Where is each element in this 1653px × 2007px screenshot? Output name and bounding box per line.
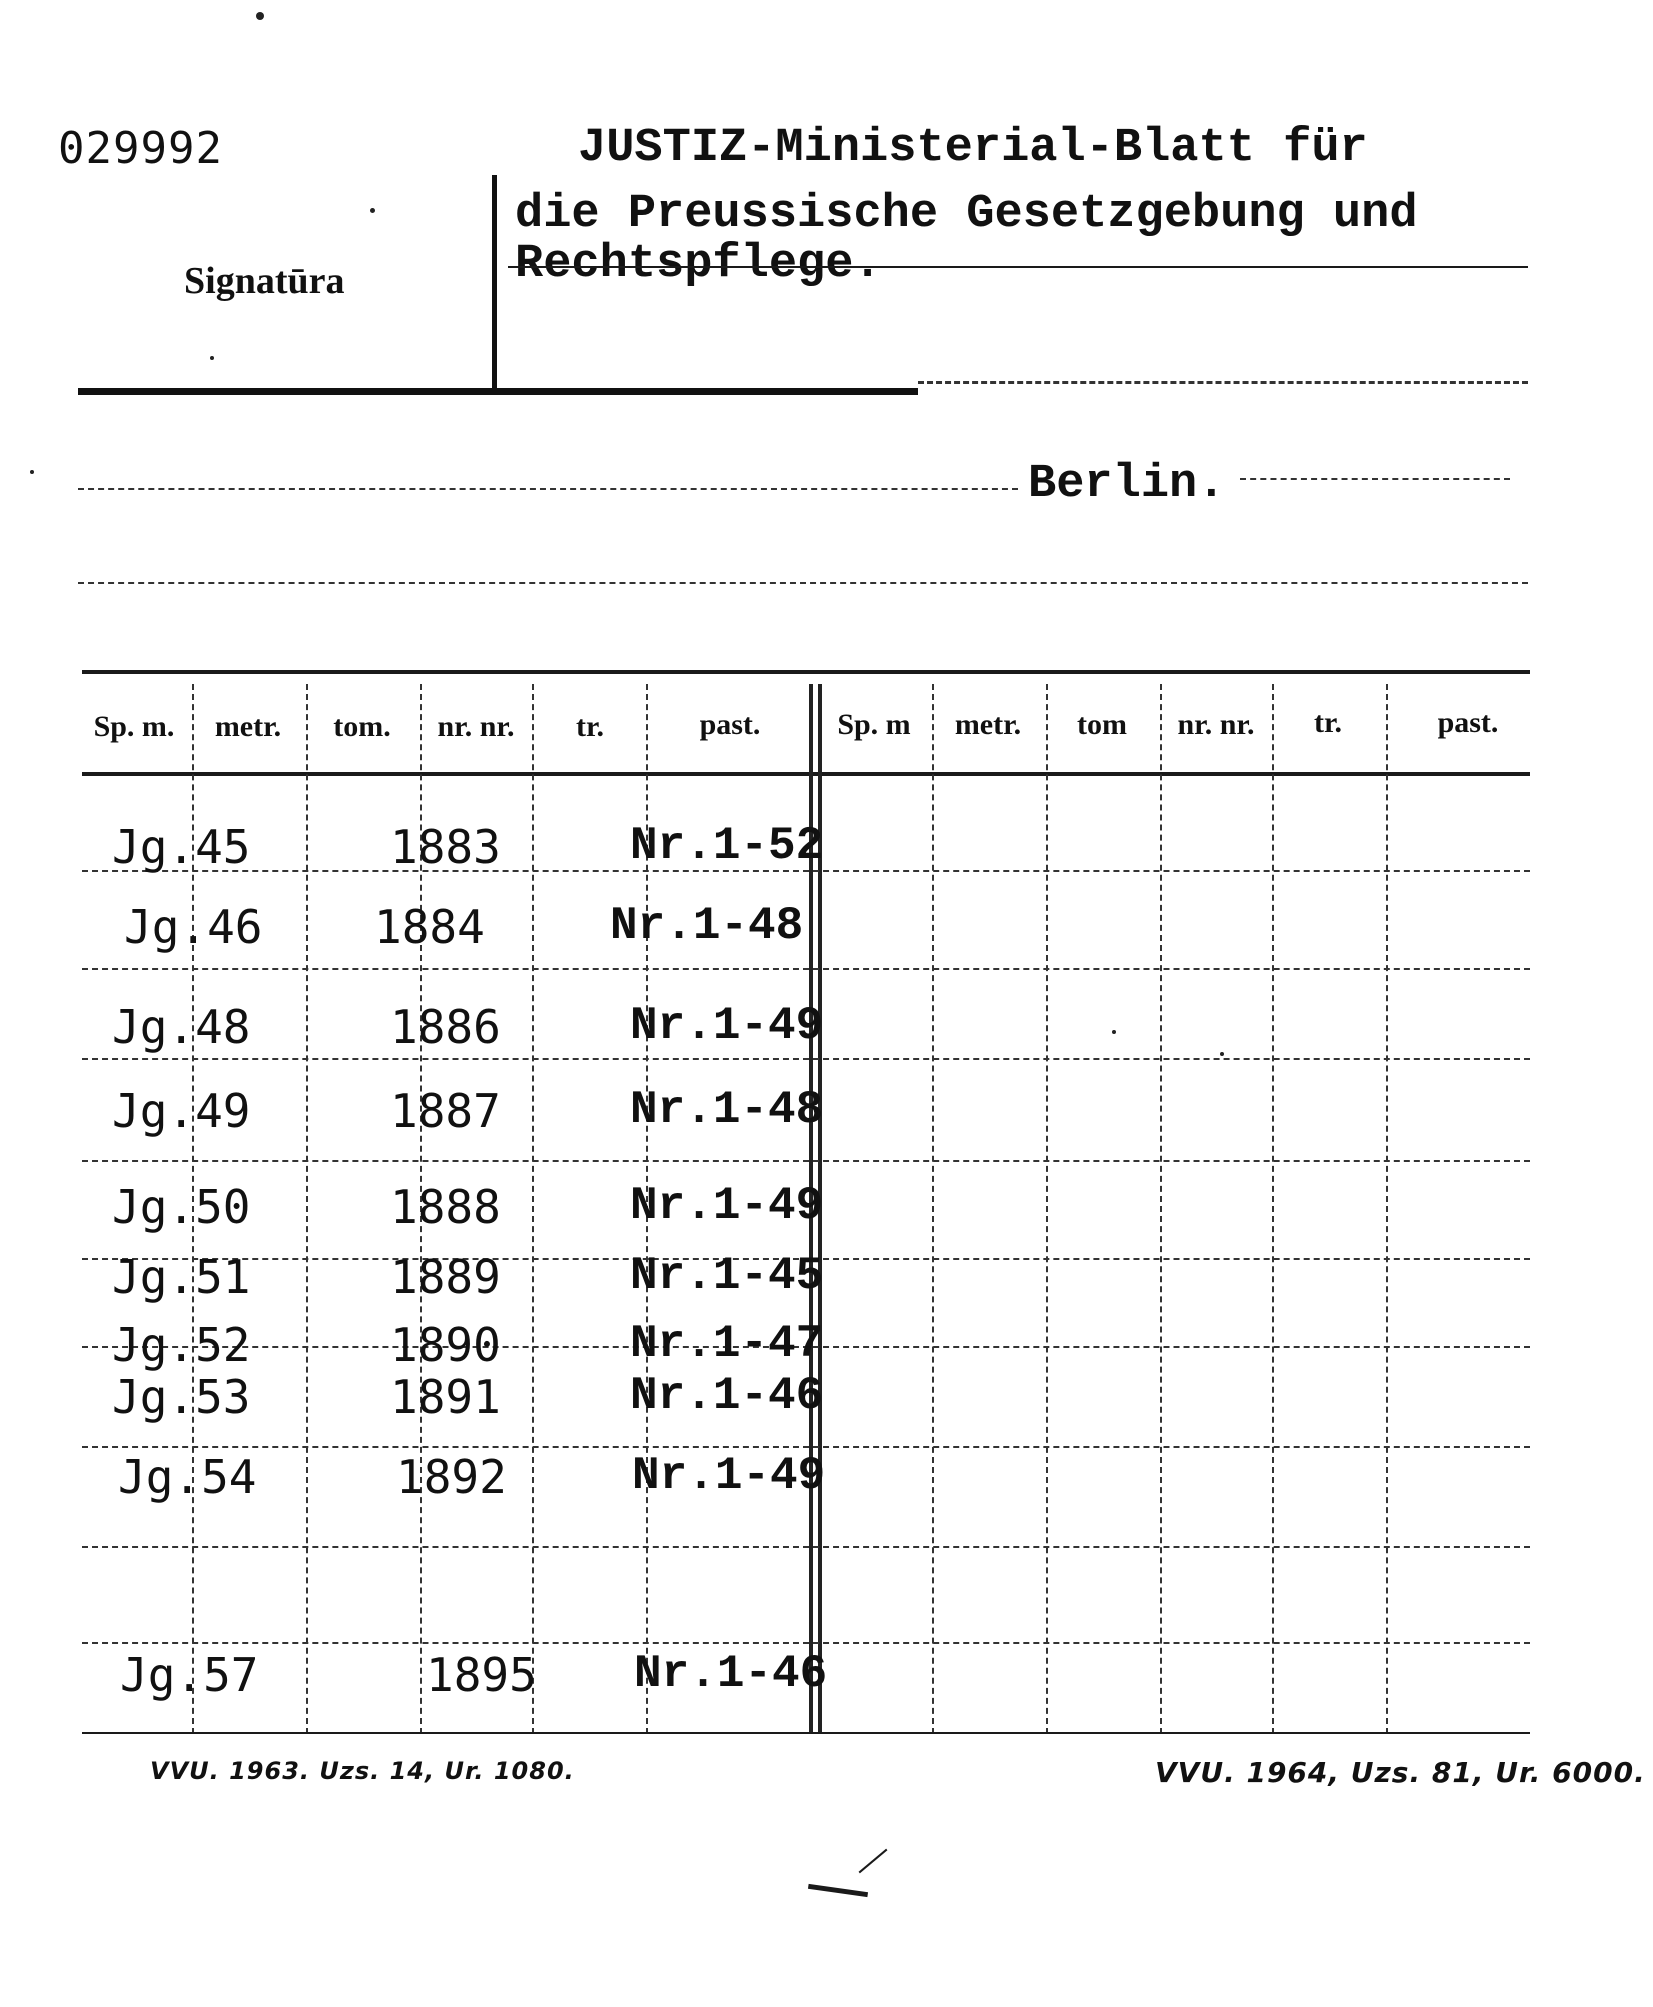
col-header-tr: tr. xyxy=(575,710,605,743)
col-header-metr: metr. xyxy=(214,710,282,743)
col-rule xyxy=(1272,684,1274,1734)
row-rule xyxy=(82,1642,1530,1644)
entry-numbers: Nr.1-52 xyxy=(630,820,824,872)
entry-volume: Jg.48 xyxy=(112,1000,251,1054)
entry-year: 1883 xyxy=(390,820,501,874)
col-rule xyxy=(306,684,308,1734)
entry-volume: Jg.53 xyxy=(112,1370,251,1424)
entry-volume: Jg.51 xyxy=(112,1250,251,1304)
entry-volume: Jg.49 xyxy=(112,1084,251,1138)
row-rule xyxy=(82,1446,1530,1448)
entry-numbers: Nr.1-49 xyxy=(630,1000,824,1052)
col-header-tom-right: tom xyxy=(1077,708,1127,741)
table-top-rule xyxy=(82,670,1530,674)
row-rule xyxy=(82,1546,1530,1548)
entry-year: 1895 xyxy=(426,1648,537,1702)
entry-year: 1889 xyxy=(390,1250,501,1304)
row-rule xyxy=(82,1160,1530,1162)
scan-speck xyxy=(210,356,214,360)
col-rule xyxy=(532,684,534,1734)
entry-numbers: Nr.1-46 xyxy=(630,1370,824,1422)
handwritten-note-left: VVU. 1963. Uzs. 14, Ur. 1080. xyxy=(150,1757,575,1785)
header-divider xyxy=(492,175,497,390)
handwritten-note-right: VVU. 1964, Uzs. 81, Ur. 6000. xyxy=(1155,1756,1646,1789)
col-header-sp-m: Sp. m. xyxy=(93,710,175,743)
col-header-past: past. xyxy=(699,708,761,741)
col-rule xyxy=(1160,684,1162,1734)
entry-year: 1884 xyxy=(374,900,485,954)
entry-numbers: Nr.1-46 xyxy=(634,1648,828,1700)
col-header-tom: tom. xyxy=(333,710,391,743)
col-header-past-right: past. xyxy=(1437,706,1499,739)
entry-year: 1887 xyxy=(390,1084,501,1138)
entry-numbers: Nr.1-48 xyxy=(630,1084,824,1136)
header-rule-dotted xyxy=(918,381,1528,384)
scan-speck xyxy=(370,208,375,213)
entry-numbers: Nr.1-45 xyxy=(630,1250,824,1302)
scan-speck xyxy=(1220,1052,1224,1056)
col-rule xyxy=(932,684,934,1734)
col-header-nr-nr-right: nr. nr. xyxy=(1177,708,1255,741)
entry-numbers: Nr.1-47 xyxy=(630,1318,824,1370)
col-header-sp-m-right: Sp. m xyxy=(837,708,911,741)
table-bottom-rule xyxy=(82,1732,1530,1734)
scan-smudge xyxy=(808,1884,868,1897)
place-of-publication: Berlin. xyxy=(1028,458,1226,511)
scan-speck xyxy=(1112,1030,1116,1034)
entry-volume: Jg.52 xyxy=(112,1318,251,1372)
signature-label: Signatūra xyxy=(184,260,345,302)
scan-smudge xyxy=(859,1849,888,1874)
entry-year: 1886 xyxy=(390,1000,501,1054)
entry-year: 1890 xyxy=(390,1318,501,1372)
entry-volume: Jg.57 xyxy=(120,1648,259,1702)
entry-numbers: Nr.1-49 xyxy=(632,1450,826,1502)
place-line-right xyxy=(1240,478,1510,480)
title-underline xyxy=(508,266,1528,268)
row-rule xyxy=(82,1058,1530,1060)
row-rule xyxy=(82,968,1530,970)
title-line-1: JUSTIZ-Ministerial-Blatt für xyxy=(578,122,1368,175)
col-rule xyxy=(1386,684,1388,1734)
header-bottom-rule xyxy=(82,772,1530,776)
place-line xyxy=(78,488,1018,490)
scan-speck xyxy=(30,470,34,474)
col-header-nr-nr: nr. nr. xyxy=(437,710,515,743)
col-header-metr-right: metr. xyxy=(954,708,1022,741)
entry-year: 1888 xyxy=(390,1180,501,1234)
entry-year: 1892 xyxy=(396,1450,507,1504)
scan-speck xyxy=(256,12,264,20)
header-rule xyxy=(78,388,918,395)
card-number: 029992 xyxy=(58,123,223,174)
title-line-2: die Preussische Gesetzgebung und xyxy=(515,188,1418,241)
title-line-3: Rechtspflege. xyxy=(515,238,882,291)
entry-volume: Jg.45 xyxy=(112,820,251,874)
col-rule xyxy=(1046,684,1048,1734)
col-header-tr-right: tr. xyxy=(1313,706,1343,739)
entry-volume: Jg.46 xyxy=(124,900,263,954)
entry-year: 1891 xyxy=(390,1370,501,1424)
entry-numbers: Nr.1-49 xyxy=(630,1180,824,1232)
entry-volume: Jg.54 xyxy=(118,1450,257,1504)
entry-volume: Jg.50 xyxy=(112,1180,251,1234)
blank-line xyxy=(78,582,1528,584)
entry-numbers: Nr.1-48 xyxy=(610,900,804,952)
